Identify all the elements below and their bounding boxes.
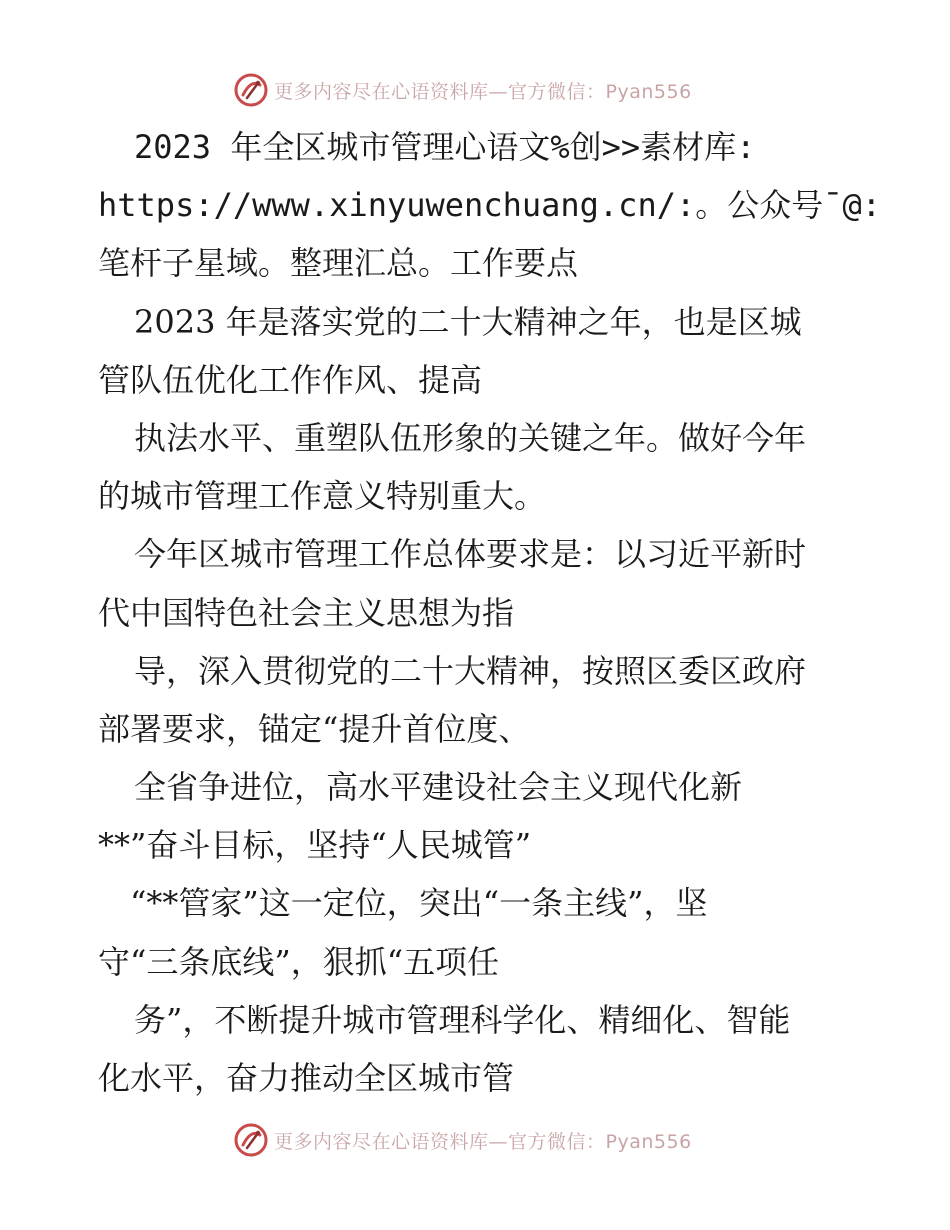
paragraph-line: https://www.xinyuwenchuang.cn/:。公众号¯@: xyxy=(98,186,882,225)
banner-brand: 更多内容尽在心语资料库 xyxy=(274,1130,489,1153)
paragraph-line: **”奋斗目标，坚持“人民城管” xyxy=(98,826,532,865)
banner-separator: — xyxy=(488,80,509,103)
document-body xyxy=(98,118,882,1107)
paragraph-line: 代中国特色社会主义思想为指 xyxy=(98,593,515,632)
paragraph-line: “**管家”这一定位，突出“一条主线”，坚 xyxy=(130,884,708,923)
paragraph-line: 笔杆子星域。整理汇总。工作要点 xyxy=(98,244,579,283)
paragraph-line: 的城市管理工作意义特别重大。 xyxy=(98,477,547,516)
banner-separator: — xyxy=(488,1130,509,1153)
paragraph-line: 部署要求，锚定“提升首位度、 xyxy=(98,709,531,748)
paragraph-line: 导，深入贯彻党的二十大精神，按照区委区政府 xyxy=(134,651,807,690)
banner-text xyxy=(274,77,692,104)
paragraph-line: 管队伍优化工作作风、提高 xyxy=(98,360,483,399)
brand-logo-icon xyxy=(234,73,268,107)
paragraph-line: 全省争进位，高水平建设社会主义现代化新 xyxy=(134,768,743,807)
banner-wechat: 官方微信：Pyan556 xyxy=(508,1130,692,1153)
paragraph-line: 2023 年是落实党的二十大精神之年，也是区城 xyxy=(134,302,802,341)
paragraph-line: 化水平，奋力推动全区城市管 xyxy=(98,1059,515,1097)
paragraph-line: 务”，不断提升城市管理科学化、精细化、智能 xyxy=(134,1000,791,1039)
paragraph-line: 今年区城市管理工作总体要求是：以习近平新时 xyxy=(134,535,807,574)
brand-logo-icon xyxy=(234,1123,268,1157)
banner-wechat: 官方微信：Pyan556 xyxy=(508,80,692,103)
paragraph-line: 守“三条底线”，狠抓“五项任 xyxy=(98,942,500,981)
header-banner xyxy=(234,72,714,108)
paragraph-line: 执法水平、重塑队伍形象的关键之年。做好今年 xyxy=(134,418,807,457)
footer-banner xyxy=(234,1122,714,1158)
banner-brand: 更多内容尽在心语资料库 xyxy=(274,80,489,103)
paragraph-line: 2023 年全区城市管理心语文%创>>素材库: xyxy=(134,128,756,166)
banner-text xyxy=(274,1127,692,1154)
